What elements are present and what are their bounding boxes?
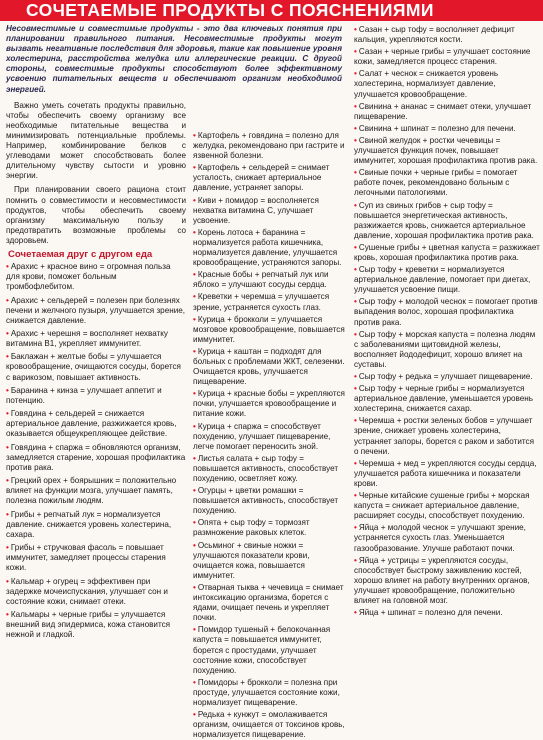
item-text: Корень лотоса + баранина = нормализуется работа кишечника, нормализуется давление, улучшается кровообращение, устраняются запоры. (193, 227, 342, 268)
item-text: Черемша + ростки зеленых бобов = улучшает зрение, снижает уровень холестерина, устраняет запоры, борется с раком и заботится о печени. (354, 416, 534, 456)
bullet-icon: • (193, 453, 196, 463)
list-item (354, 243, 540, 263)
bullet-icon: • (6, 543, 9, 553)
item-text: Сыр тофу + черные грибы = нормализуется артериальное давление, уменьшается уровень холестерина, снижается сахар. (354, 384, 533, 414)
item-text: Сыр тофу + морская капуста = полезна людям с заболеваниями щитовидной железы, восполняет йододефицит, хорошо влияет на суставы. (354, 329, 536, 369)
bullet-icon: • (354, 123, 357, 133)
list-item (354, 124, 540, 134)
item-text: Красные бобы + репчатый лук или яблоко = улучшают сосуды сердца. (193, 270, 329, 290)
bullet-icon: • (193, 314, 196, 324)
page-title: СОЧЕТАЕМЫЕ ПРОДУКТЫ С ПОЯСНЕНИЯМИ (0, 0, 543, 21)
list-item (193, 583, 348, 623)
item-text: Листья салата + сыр тофу = повышается активность, способствует похудению, осветляет кожу. (193, 453, 339, 483)
bullet-icon: • (354, 608, 357, 618)
item-text: Черные китайские сушеные грибы + морская капуста = снижает артериальное давление, расширяет сосуды, способствует похудению. (354, 491, 530, 521)
bullet-icon: • (193, 582, 196, 592)
item-text: Сыр тофу + молодой чеснок = помогает против выпадения волос, хорошая профилактика против рака. (354, 297, 538, 327)
list-item (354, 297, 540, 327)
item-text: Свиной желудок + ростки чечевицы = улучшается функция почек, повышает иммунитет, хорошая профилактика против рака. (354, 135, 538, 166)
bullet-icon: • (193, 518, 196, 528)
list-item (193, 389, 348, 419)
bullet-icon: • (193, 195, 196, 205)
list-item (6, 386, 186, 406)
list-item (193, 454, 348, 484)
item-text: Курица + красные бобы = укрепляются почки, улучшается кровообращение и питание кожи. (193, 389, 345, 419)
bullet-icon: • (193, 540, 196, 550)
list-item (354, 201, 540, 241)
item-text: Киви + помидор = восполняется нехватка витамина С, улучшает усвоение. (193, 195, 319, 225)
bullet-icon: • (193, 270, 196, 280)
bullet-icon: • (193, 389, 196, 399)
item-text: Салат + чеснок = снижается уровень холестерина, нормализует давление, улучшается кровообращение. (354, 69, 499, 99)
section-heading: Сочетаемая друг с другом еда (8, 248, 153, 260)
bullet-icon: • (193, 421, 196, 431)
item-text: Курица + каштан = подходят для больных с проблемами ЖКТ, селезенки. Очищается кровь, улучшается пищеварение. (193, 346, 345, 387)
item-text: Кальмары + черные грибы = улучшается внешний вид эпидермиса, кожа становится нежной и гладкой. (6, 610, 171, 640)
list-item (193, 315, 348, 345)
list-item (6, 443, 186, 473)
bullet-icon: • (193, 227, 196, 237)
list-item (354, 136, 540, 166)
item-text: Огурцы + цветки ромашки = повышается активность, способствует похудению. (193, 486, 339, 516)
item-text: Сазан + черные грибы = улучшает состояние кожи, замедляется процесс старения. (354, 47, 531, 67)
bullet-icon: • (354, 384, 357, 394)
item-text: Редька + кунжут = омолаживается организм, очищается от токсинов кровь, нормализуется пищеварение. (193, 710, 345, 740)
bullet-icon: • (354, 329, 357, 339)
list-item (354, 459, 540, 489)
list-item (193, 131, 348, 161)
bullet-icon: • (354, 168, 357, 178)
bullet-icon: • (354, 200, 357, 210)
list-item (354, 491, 540, 521)
item-text: Грибы + стручковая фасоль = повышает иммунитет, замедляет процессы старения кожи. (6, 543, 166, 573)
list-item (354, 47, 540, 67)
bullet-icon: • (354, 416, 357, 426)
item-text: Свиные почки + черные грибы = помогает работе почек, рекомендовано больным с легочными патологиями. (354, 168, 518, 198)
item-text: Яйца + молодой чеснок = улучшают зрение, устраняется сухость глаз. Уменьшается газообразование. Улучше работают почки. (354, 523, 526, 553)
list-item (193, 347, 348, 387)
list-item (6, 262, 186, 292)
item-text: Помидор тушеный + белокочанная капуста = повышается иммунитет, борется с простудами, улучшает состояние кожи, способствует похудению. (193, 625, 331, 675)
list-item (6, 352, 186, 382)
list-item (6, 543, 186, 573)
item-text: Помидоры + брокколи = полезна при простуде, улучшается состояние кожи, нормализует пищеварение. (193, 677, 340, 707)
item-text: Отварная тыква + чечевица = снимает интоксикацию организма, борется с ядами, очищает печень и укрепляет почки. (193, 582, 344, 623)
bullet-icon: • (6, 610, 9, 620)
item-text: Черемша + мед = укрепляются сосуды сердца, улучшается работа кишечника и показатели крови. (354, 458, 537, 488)
list-item (6, 296, 186, 326)
list-item (193, 678, 348, 708)
bullet-icon: • (354, 491, 357, 501)
item-text: Осьминог + свиные ножки = улучшаются показатели крови, очищается кожа, повышается иммунитет. (193, 540, 310, 580)
list-item (354, 330, 540, 370)
bullet-icon: • (354, 25, 357, 34)
list-item (193, 163, 348, 193)
list-item (193, 541, 348, 581)
bullet-icon: • (6, 262, 9, 272)
item-text: Кальмар + огурец = эффективен при задержке мочеиспускания, улучшает сон и состояние кожи, снимает отеки. (6, 576, 168, 606)
bullet-icon: • (193, 710, 196, 720)
item-text: Свинина + шпинат = полезно для печени. (358, 123, 516, 133)
bullet-icon: • (354, 242, 357, 252)
list-item (354, 416, 540, 456)
intro-text: Несовместимые и совместимые продукты - это два ключевых понятия при планировании правильного питания. Несовместимые продукты могут вызвать негативные последствия для здоровья, такие как повышение уровня холестерина, расстройства желудка или аллергические реакции. С другой стороны, совместимые продукты способствуют более эффективному усвоению питательных веществ и обеспечивают организм необходимой энергией. (6, 24, 342, 94)
bullet-icon: • (193, 163, 196, 173)
item-text: Арахис + сельдерей = полезен при болезнях печени и желчного пузыря, улучшается зрение, снижается давление. (6, 295, 186, 325)
bullet-icon: • (6, 352, 9, 362)
bullet-icon: • (354, 555, 357, 565)
list-item (354, 384, 540, 414)
bullet-icon: • (354, 458, 357, 468)
item-text: Курица + брокколи = улучшается мозговое кровообращение, повышается иммунитет. (193, 314, 345, 344)
list-item (354, 523, 540, 553)
item-text: Грецкий орех + боярышник = положительно влияет на функции мозга, улучшает память, полезна пожилым людям. (6, 476, 177, 506)
column-3 (351, 21, 543, 700)
list-item (354, 265, 540, 295)
item-text: Арахис + красное вино = огромная польза для крови, поможет больным тромбофлебитом. (6, 262, 171, 292)
list-item (193, 228, 348, 268)
list-item (354, 556, 540, 606)
bullet-icon: • (6, 576, 9, 586)
bullet-icon: • (6, 476, 9, 486)
bullet-icon: • (354, 101, 357, 111)
bullet-icon: • (6, 295, 9, 305)
bullet-icon: • (354, 372, 357, 381)
list-item (354, 372, 540, 382)
list-item (193, 196, 348, 226)
list-item (193, 518, 348, 538)
item-text: Сыр тофу + редька = улучшает пищеварение. (358, 372, 533, 381)
columns (0, 21, 543, 740)
bullet-icon: • (193, 131, 196, 140)
bullet-icon: • (193, 346, 196, 356)
bullet-icon: • (193, 625, 196, 635)
item-text: Говядина + спаржа = обновляются организм, замедляется старение, хорошая профилактика против рака. (6, 442, 186, 472)
item-text: Говядина + сельдерей = снижается артериальное давление, разжижается кровь, оказывается общеукрепляющее действие. (6, 409, 177, 439)
item-text: Суп из свиных грибов + сыр тофу = повышается энергетическая активность, разжижается кровь, снижается артериальное давление, хорошая профилактика против рака. (354, 200, 534, 240)
paragraph: При планировании своего рациона стоит помнить о совместимости и несовместимости продуктов, чтобы обеспечить своему организму максимальную пользу и предотвратить возможные проблемы со здоровьем. (6, 185, 186, 245)
list-item (193, 625, 348, 675)
item-text: Яйца + шпинат = полезно для печени. (358, 608, 503, 618)
list-item (6, 510, 186, 540)
list-item (6, 329, 186, 349)
bullet-icon: • (6, 442, 9, 452)
bullet-icon: • (354, 135, 357, 145)
item-text: Картофель + говядина = полезно для желудка, рекомендовано при гастрите и язвенной болезни. (193, 131, 345, 161)
item-text: Баклажан + желтые бобы = улучшается кровообращение, очищаются сосуды, борется с варикозом, повышает активность. (6, 352, 181, 382)
paragraph: Важно уметь сочетать продукты правильно, чтобы обеспечить своему организму все необходимые питательные вещества и минимизировать потенциальные проблемы. Например, комбинирование белков с углеводами может способствовать более длительному чувству сытости и уровню энергии. (6, 100, 186, 181)
bullet-icon: • (354, 523, 357, 533)
bullet-icon: • (193, 486, 196, 496)
item-text: Яйца + устрицы = укрепляются сосуды, способствует быстрому заживлению костей, хорошо влияет на работу внутренних органов, улучшает кровообращение, положительно влияет на головной мозг. (354, 555, 530, 605)
list-item (354, 608, 540, 618)
bullet-icon: • (193, 677, 196, 687)
item-text: Сушеные грибы + цветная капуста = разжижает кровь, хорошая профилактика против рака. (354, 242, 540, 262)
bullet-icon: • (354, 265, 357, 275)
item-text: Свинина + ананас = снимает отеки, улучшает пищеварение. (354, 101, 532, 121)
list-item (6, 476, 186, 506)
item-text: Баранина + кинза = улучшает аппетит и потенцию. (6, 385, 162, 405)
list-item (6, 577, 186, 607)
item-text: Арахис + черешня = восполняет нехватку витамина В1, укрепляет иммунитет. (6, 329, 168, 349)
bullet-icon: • (6, 329, 9, 338)
list-item (354, 25, 540, 45)
item-text: Сыр тофу + креветки = нормализуется артериальное давление, помогает при диетах, улучшается усвоение пищи. (354, 265, 531, 295)
list-item (354, 168, 540, 198)
bullet-icon: • (354, 69, 357, 79)
list-item (6, 610, 186, 640)
list-item (193, 422, 348, 452)
column-2 (189, 21, 351, 740)
list-item (193, 486, 348, 516)
bullet-icon: • (6, 509, 9, 519)
item-text: Опята + сыр тофу = тормозят размножение раковых клеток. (193, 518, 310, 538)
list-item (354, 69, 540, 99)
list-item (193, 710, 348, 740)
item-text: Сазан + сыр тофу = восполняет дефицит кальция, укрепляются кости. (354, 25, 515, 45)
item-text: Грибы + репчатый лук = нормализуется давление. снижается уровень холестерина, сахара. (6, 509, 172, 539)
item-text: Курица + спаржа = способствует похудению, улучшает пищеварение, легче помогает переносить зной. (193, 421, 331, 451)
bullet-icon: • (6, 409, 9, 419)
bullet-icon: • (6, 385, 9, 395)
list-item (6, 409, 186, 439)
bullet-icon: • (354, 297, 357, 307)
bullet-icon: • (193, 292, 196, 302)
item-text: Креветки + черемша = улучшается зрение, устраняется сухость глаз. (193, 292, 330, 312)
list-item (354, 102, 540, 122)
item-text: Картофель + сельдерей = снимает усталость, снижает артериальное давление, устраняет запоры. (193, 163, 330, 193)
list-item (193, 292, 348, 312)
list-item (193, 270, 348, 290)
bullet-icon: • (354, 47, 357, 57)
